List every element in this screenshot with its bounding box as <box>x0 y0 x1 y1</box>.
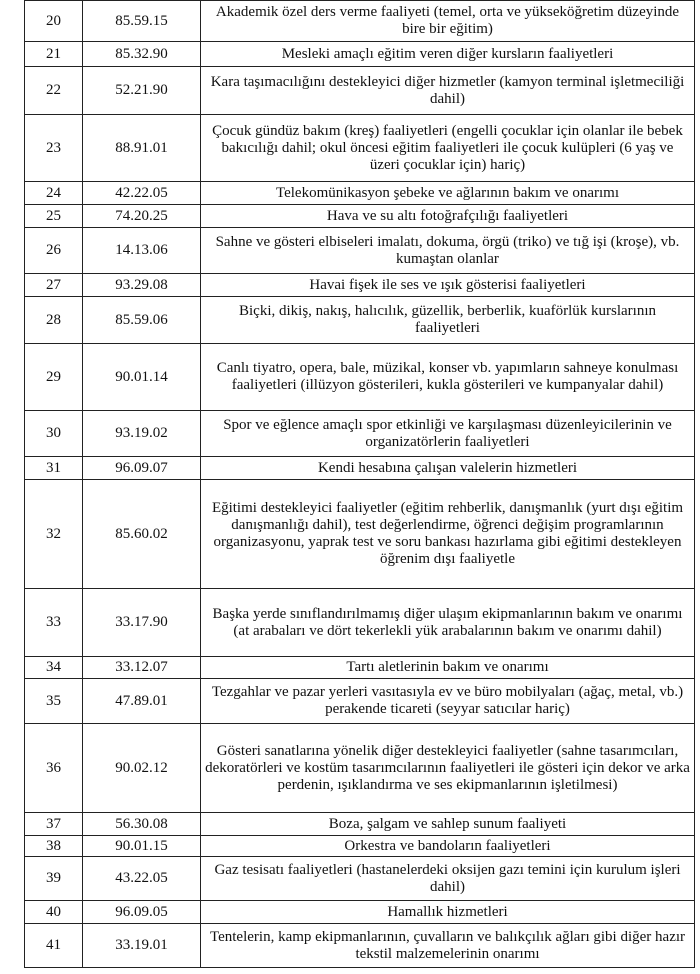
table-row <box>25 274 695 297</box>
table-row <box>25 115 695 182</box>
activity-description: Telekomünikasyon şebeke ve ağlarının bakım ve onarımı <box>201 182 695 205</box>
activity-code: 33.12.07 <box>83 657 201 679</box>
row-number: 23 <box>25 115 83 182</box>
table-row <box>25 480 695 589</box>
activity-code: 47.89.01 <box>83 679 201 724</box>
activity-code: 90.01.14 <box>83 344 201 411</box>
activity-code: 85.59.15 <box>83 1 201 42</box>
activity-code: 85.59.06 <box>83 297 201 344</box>
table-row <box>25 836 695 857</box>
activity-code: 93.19.02 <box>83 411 201 457</box>
table-row <box>25 457 695 480</box>
row-number: 24 <box>25 182 83 205</box>
activity-code: 42.22.05 <box>83 182 201 205</box>
activity-code: 88.91.01 <box>83 115 201 182</box>
activity-description: Hamallık hizmetleri <box>201 901 695 924</box>
table-row <box>25 679 695 724</box>
row-number: 26 <box>25 228 83 274</box>
table-row <box>25 344 695 411</box>
activity-description: Boza, şalgam ve sahlep sunum faaliyeti <box>201 813 695 836</box>
row-number: 41 <box>25 924 83 968</box>
activity-code: 90.01.15 <box>83 836 201 857</box>
row-number: 33 <box>25 589 83 657</box>
activity-code: 93.29.08 <box>83 274 201 297</box>
table-row <box>25 657 695 679</box>
activity-description: Eğitimi destekleyici faaliyetler (eğitim rehberlik, danışmanlık (yurt dışı eğitim danışmanlığı dahil), test değerlendirme, öğrenci değişim programlarının organizasyonu, yaprak test ve soru bankası hazırlama gibi eğitimi destekleyen öğrenim dışı faaliyetle <box>201 480 695 589</box>
table-row <box>25 228 695 274</box>
row-number: 36 <box>25 724 83 813</box>
table-row <box>25 42 695 67</box>
row-number: 34 <box>25 657 83 679</box>
activity-code: 33.19.01 <box>83 924 201 968</box>
activity-description: Gaz tesisatı faaliyetleri (hastanelerdeki oksijen gazı temini için kurulum işleri dahil) <box>201 857 695 901</box>
activity-description: Orkestra ve bandoların faaliyetleri <box>201 836 695 857</box>
activity-code: 96.09.07 <box>83 457 201 480</box>
activity-code: 85.32.90 <box>83 42 201 67</box>
activity-description: Havai fişek ile ses ve ışık gösterisi faaliyetleri <box>201 274 695 297</box>
table-row <box>25 205 695 228</box>
table-row <box>25 813 695 836</box>
row-number: 30 <box>25 411 83 457</box>
activity-description: Gösteri sanatlarına yönelik diğer destekleyici faaliyetler (sahne tasarımcıları, dekoratörleri ve kostüm tasarımcılarının faaliyetleri ile gösteri için dekor ve arka perdenin, ışıklandırma ve ses ekipmanlarının işletilmesi) <box>201 724 695 813</box>
table-body <box>25 1 695 968</box>
activity-code: 74.20.25 <box>83 205 201 228</box>
row-number: 21 <box>25 42 83 67</box>
activity-description: Spor ve eğlence amaçlı spor etkinliği ve karşılaşması düzenleyicilerinin ve organizatörlerin faaliyetleri <box>201 411 695 457</box>
activity-description: Kendi hesabına çalışan valelerin hizmetleri <box>201 457 695 480</box>
table-row <box>25 182 695 205</box>
table-row <box>25 67 695 115</box>
activity-code: 90.02.12 <box>83 724 201 813</box>
row-number: 22 <box>25 67 83 115</box>
activity-code: 56.30.08 <box>83 813 201 836</box>
activity-description: Tentelerin, kamp ekipmanlarının, çuvalların ve balıkçılık ağları gibi diğer hazır tekstil malzemelerinin onarımı <box>201 924 695 968</box>
row-number: 39 <box>25 857 83 901</box>
table-row <box>25 1 695 42</box>
table-row <box>25 724 695 813</box>
activity-description: Tartı aletlerinin bakım ve onarımı <box>201 657 695 679</box>
row-number: 20 <box>25 1 83 42</box>
activity-description: Çocuk gündüz bakım (kreş) faaliyetleri (engelli çocuklar için olanlar ile bebek bakıcılığı dahil; okul öncesi eğitim faaliyetleri ile çocuk kulüpleri (6 yaş ve üzeri çocuklar için) hariç) <box>201 115 695 182</box>
activity-code: 33.17.90 <box>83 589 201 657</box>
row-number: 31 <box>25 457 83 480</box>
table-row <box>25 901 695 924</box>
row-number: 27 <box>25 274 83 297</box>
activity-description: Tezgahlar ve pazar yerleri vasıtasıyla ev ve büro mobilyaları (ağaç, metal, vb.) perakende ticareti (seyyar satıcılar hariç) <box>201 679 695 724</box>
row-number: 38 <box>25 836 83 857</box>
activity-description: Başka yerde sınıflandırılmamış diğer ulaşım ekipmanlarının bakım ve onarımı (at arabaları ve dört tekerlekli yük arabalarının bakım ve onarımı dahil) <box>201 589 695 657</box>
activity-description: Kara taşımacılığını destekleyici diğer hizmetler (kamyon terminal işletmeciliği dahil) <box>201 67 695 115</box>
row-number: 37 <box>25 813 83 836</box>
row-number: 35 <box>25 679 83 724</box>
row-number: 32 <box>25 480 83 589</box>
activity-description: Canlı tiyatro, opera, bale, müzikal, konser vb. yapımların sahneye konulması faaliyetleri (illüzyon gösterileri, kukla gösterileri ve kumpanyalar dahil) <box>201 344 695 411</box>
table-row <box>25 857 695 901</box>
activity-description: Akademik özel ders verme faaliyeti (temel, orta ve yükseköğretim düzeyinde bire bir eğitim) <box>201 1 695 42</box>
activity-code: 14.13.06 <box>83 228 201 274</box>
activity-description: Biçki, dikiş, nakış, halıcılık, güzellik, berberlik, kuaförlük kurslarının faaliyetleri <box>201 297 695 344</box>
activity-description: Mesleki amaçlı eğitim veren diğer kursların faaliyetleri <box>201 42 695 67</box>
row-number: 40 <box>25 901 83 924</box>
activity-description: Sahne ve gösteri elbiseleri imalatı, dokuma, örgü (triko) ve tığ işi (kroşe), vb. kumaştan olanlar <box>201 228 695 274</box>
table-row <box>25 297 695 344</box>
activity-description: Hava ve su altı fotoğrafçılığı faaliyetleri <box>201 205 695 228</box>
activity-code: 85.60.02 <box>83 480 201 589</box>
row-number: 29 <box>25 344 83 411</box>
table-row <box>25 589 695 657</box>
table-row <box>25 924 695 968</box>
activity-code-table <box>24 0 695 968</box>
row-number: 25 <box>25 205 83 228</box>
activity-code: 96.09.05 <box>83 901 201 924</box>
activity-code: 52.21.90 <box>83 67 201 115</box>
table-row <box>25 411 695 457</box>
row-number: 28 <box>25 297 83 344</box>
activity-code: 43.22.05 <box>83 857 201 901</box>
